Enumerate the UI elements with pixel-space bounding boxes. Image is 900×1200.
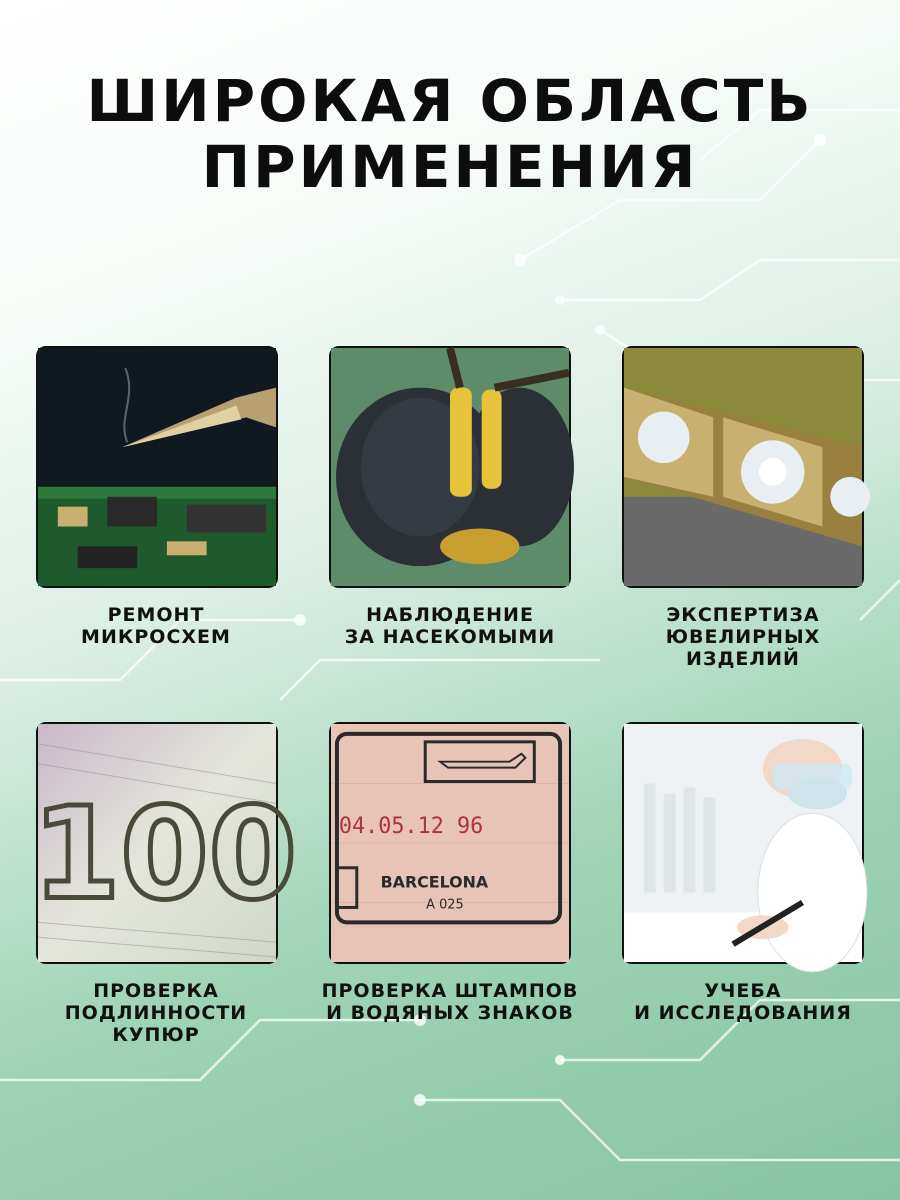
title-line-1: ШИРОКАЯ ОБЛАСТЬ [86,67,814,135]
banknote-100-image [32,724,297,962]
card-jewelry-expertise [622,346,864,588]
soldering-iron-circuit-image [38,348,276,586]
page-title [0,68,900,200]
banknote-digits: 100 [32,779,297,928]
insect-closeup-image [331,348,569,586]
passport-stamp-image [331,724,569,962]
card-study-research [622,722,864,964]
stamp-code: A 025 [426,897,464,913]
lab-researcher-image [624,724,862,962]
caption-jewelry-expertise: ЭКСПЕРТИЗА ЮВЕЛИРНЫХ ИЗДЕЛИЙ [665,604,821,670]
title-line-2: ПРИМЕНЕНИЯ [201,133,699,201]
caption-banknote-check: ПРОВЕРКА ПОДЛИННОСТИ КУПЮР [64,980,248,1046]
caption-study-research: УЧЕБА И ИССЛЕДОВАНИЯ [634,980,852,1024]
caption-insect-observation: НАБЛЮДЕНИЕ ЗА НАСЕКОМЫМИ [344,604,556,648]
caption-microchip-repair: РЕМОНТ МИКРОСХЕМ [81,604,231,648]
stamp-date: 04.05.12 96 [338,814,484,840]
card-microchip-repair [36,346,278,588]
card-insect-observation [329,346,571,588]
stamp-city: BARCELONA [380,872,489,892]
caption-stamp-check: ПРОВЕРКА ШТАМПОВ И ВОДЯНЫХ ЗНАКОВ [321,980,579,1024]
card-stamp-check [329,722,571,964]
jewelry-diamonds-image [624,348,862,586]
card-banknote-check [32,722,297,964]
